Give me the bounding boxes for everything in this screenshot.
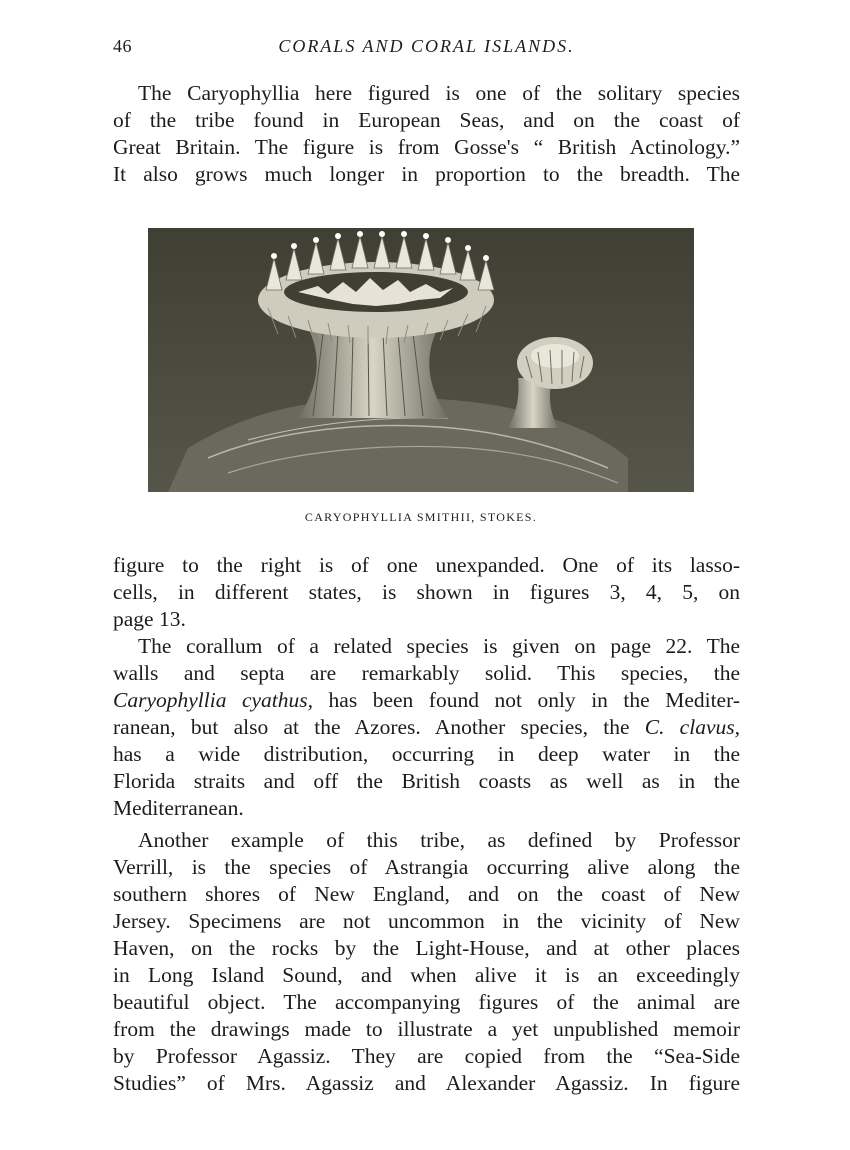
text-line: Jersey. Specimens are not uncommon in the vicinity of New [113,909,740,933]
coral-illustration [148,228,694,492]
text-line [113,687,740,714]
text-line: beautiful object. The accompanying figures of the animal are [113,990,740,1014]
paragraph-3 [113,633,740,822]
text-line: The Caryophyllia here figured is one of the solitary species [138,81,740,105]
text-line: figure to the right is of one unexpanded. One of its lasso- [113,553,740,577]
text-line: has a wide distribution, occurring in deep water in the [113,742,740,766]
coral-engraving-image [148,228,694,492]
text-line: in Long Island Sound, and when alive it is an exceedingly [113,963,740,987]
paragraph-2 [113,552,740,633]
text-run: has been found not only in the Mediter- [313,688,740,712]
running-head: CORALS AND CORAL ISLANDS. [278,36,575,56]
text-line: cells, in different states, is shown in figures 3, 4, 5, on [113,580,740,604]
text-line: Mediterranean. [113,796,244,820]
paragraph-1 [113,80,740,188]
text-line: Studies” of Mrs. Agassiz and Alexander Agassiz. In figure [113,1071,740,1095]
text-line: by Professor Agassiz. They are copied from the “Sea-Side [113,1044,740,1068]
paragraph-4 [113,827,740,1097]
text-line: Another example of this tribe, as defined by Professor [138,828,740,852]
text-line: from the drawings made to illustrate a yet unpublished memoir [113,1017,740,1041]
page-number: 46 [113,36,132,56]
text-line: It also grows much longer in proportion to the breadth. The [113,162,740,186]
text-line: of the tribe found in European Seas, and on the coast of [113,108,740,132]
text-line: Verrill, is the species of Astrangia occurring alive along the [113,855,740,879]
text-line: Haven, on the rocks by the Light-House, and at other places [113,936,740,960]
text-run: ranean, but also at the Azores. Another species, the [113,715,645,739]
page-header [113,36,740,62]
figure-caption: CARYOPHYLLIA SMITHII, STOKES. [304,510,538,524]
text-line: page 13. [113,607,186,631]
text-line: southern shores of New England, and on the coast of New [113,882,740,906]
species-name: Caryophyllia cyathus, [113,688,314,712]
text-line [113,714,740,741]
text-line: Florida straits and off the British coasts as well as in the [113,769,740,793]
text-line: Great Britain. The figure is from Gosse's “ British Actinology.” [113,135,740,159]
text-line: walls and septa are remarkably solid. This species, the [113,661,740,685]
text-line: The corallum of a related species is given on page 22. The [138,634,740,658]
species-name: C. clavus, [644,715,740,739]
